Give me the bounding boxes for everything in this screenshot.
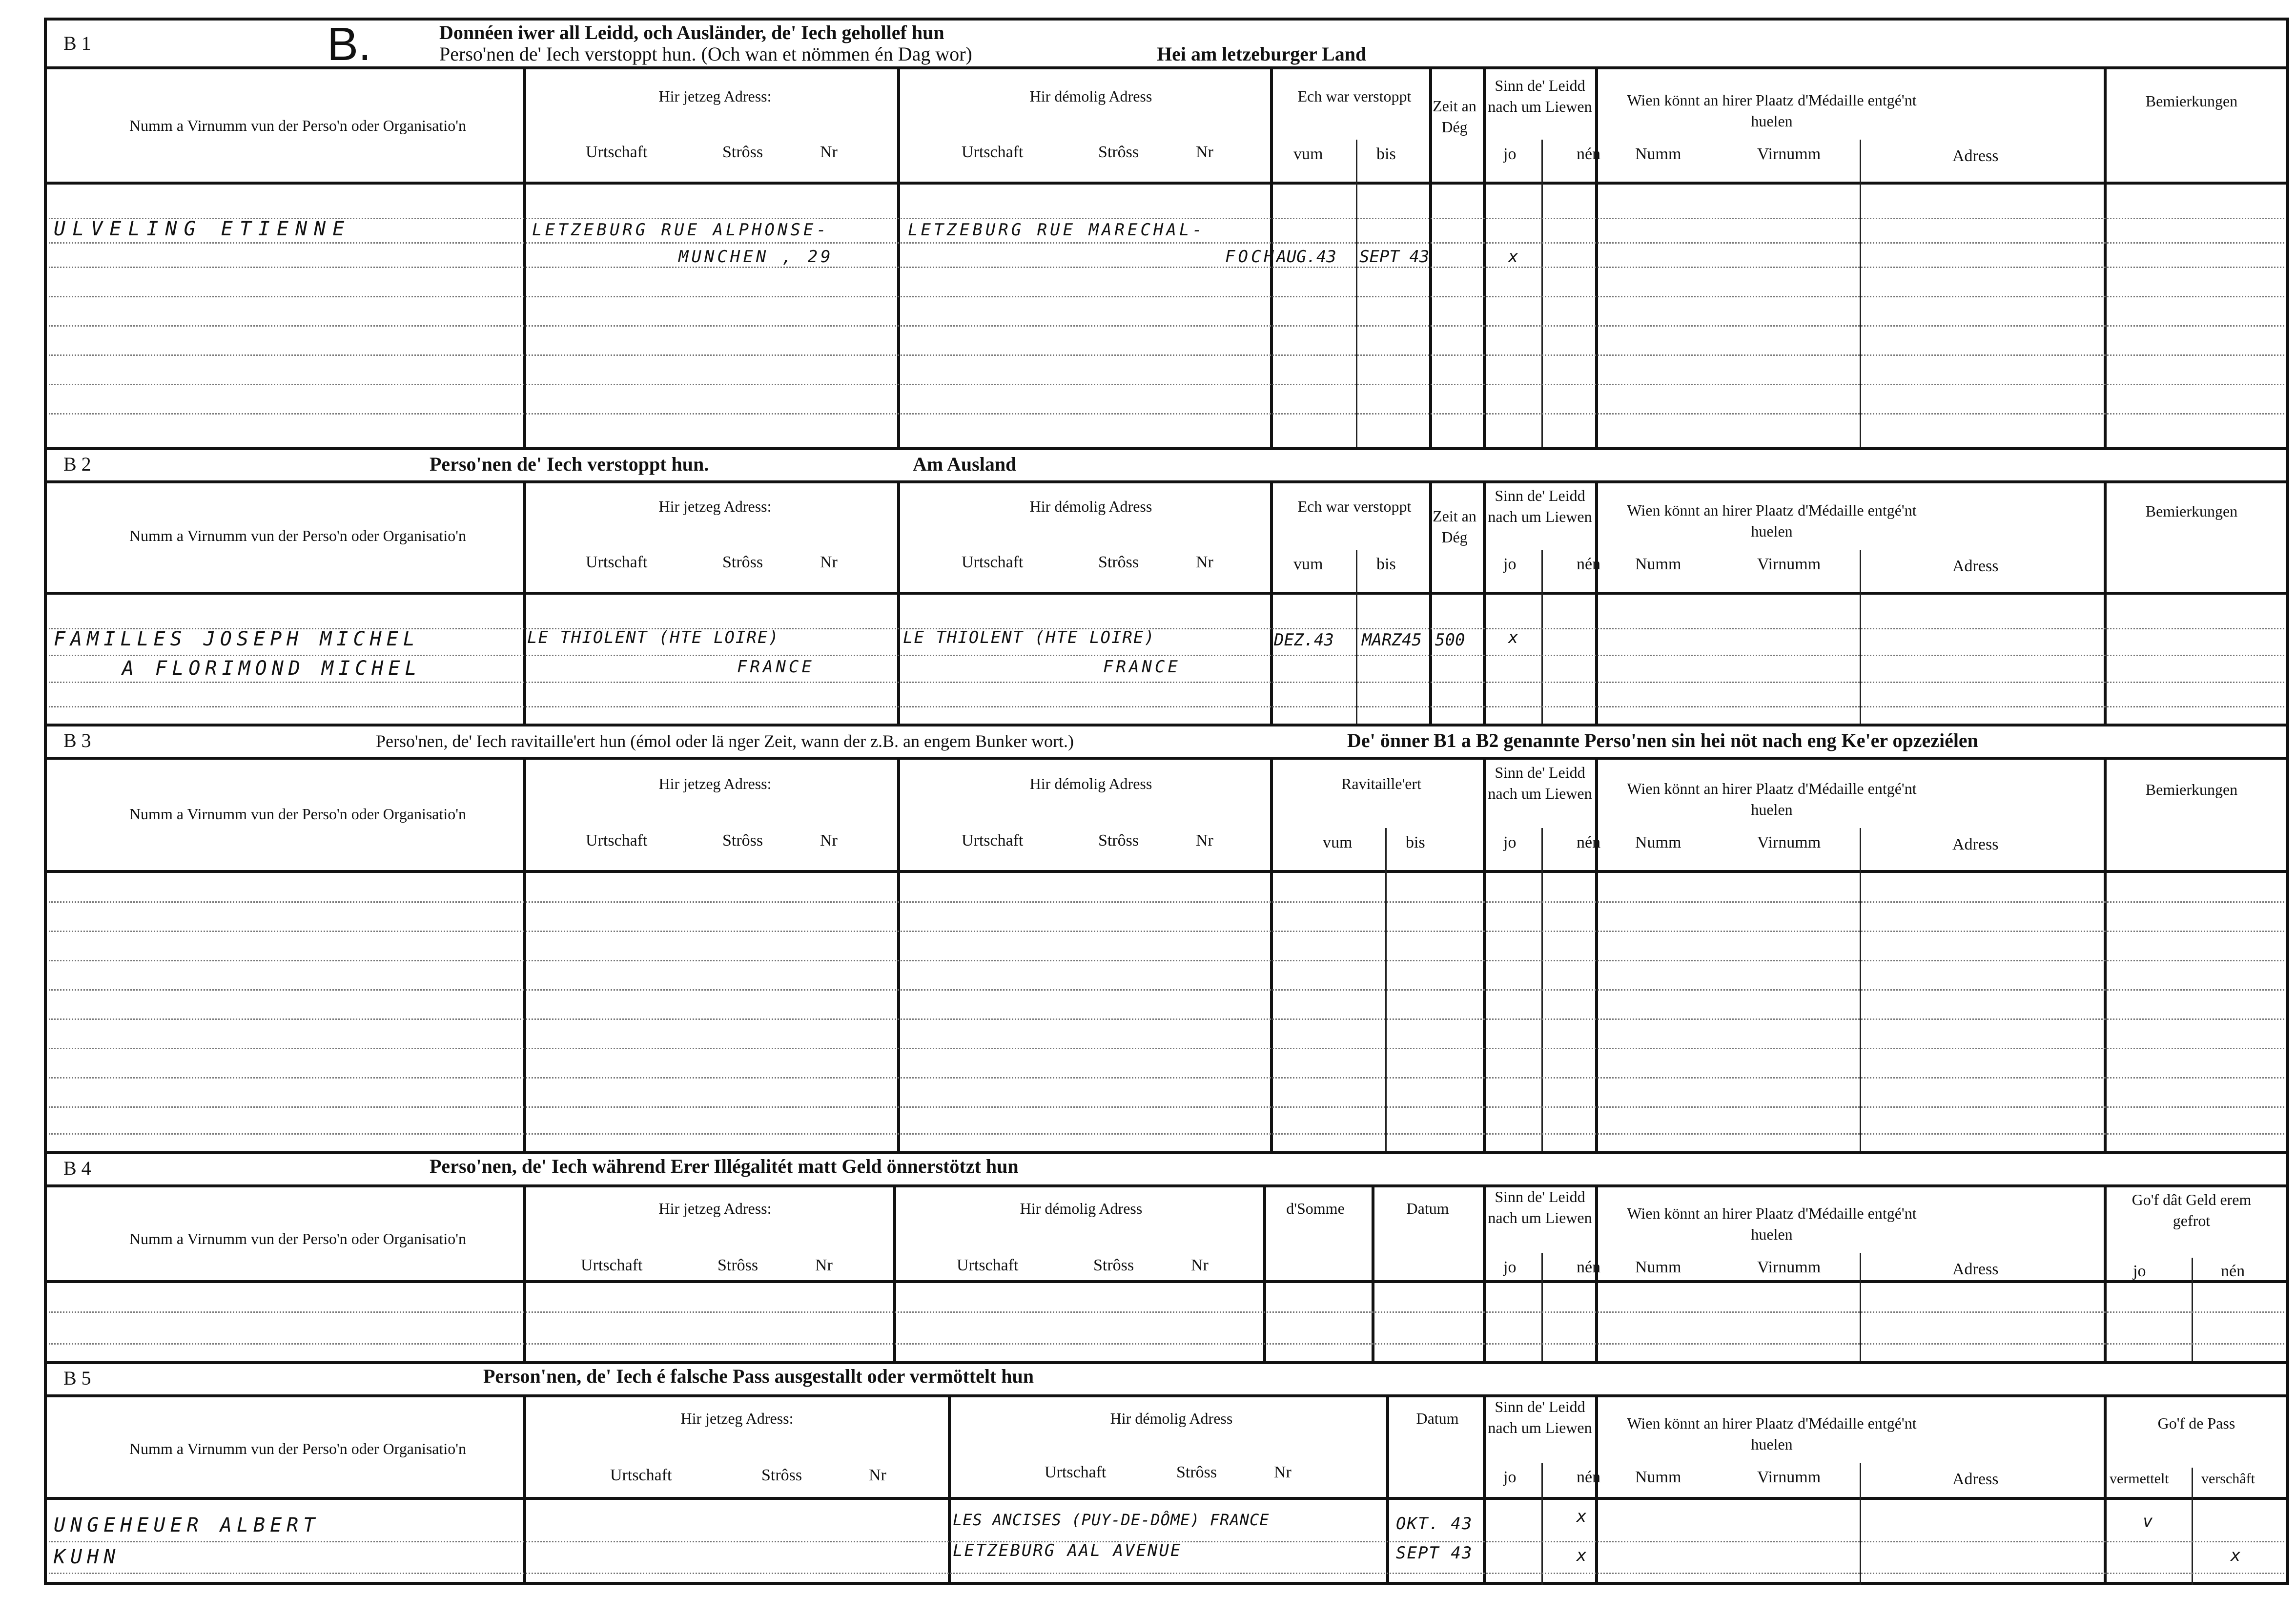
form-border <box>44 18 2289 1585</box>
datum-header: Datum <box>1416 1410 1459 1427</box>
col-line <box>523 66 526 448</box>
col-line <box>948 1394 951 1585</box>
old-stross: Strôss <box>1176 1463 1217 1481</box>
old-nr: Nr <box>1191 1256 1209 1274</box>
jo-label: jo <box>1503 1258 1517 1276</box>
col-line <box>2192 1468 2193 1585</box>
col-line <box>523 1394 526 1585</box>
b2-entry-name-line2: A FLORIMOND MICHEL <box>122 657 422 680</box>
col-line <box>2104 480 2107 725</box>
row-line <box>49 706 2284 707</box>
divider <box>44 1394 2289 1397</box>
medal-header: Wien könnt an hirer Plaatz d'Médaille entgé'nt huelen <box>1627 780 1917 819</box>
b1-entry-vum: AUG.43 <box>1276 247 1336 267</box>
bis-label: bis <box>1406 833 1425 851</box>
col-line <box>1429 480 1432 725</box>
cur-nr: Nr <box>820 831 838 850</box>
col-line <box>897 66 900 448</box>
divider <box>44 1280 2289 1283</box>
old-nr: Nr <box>1196 143 1213 161</box>
cur-addr-header: Hir jetzeg Adress: <box>658 498 772 515</box>
b1-entry-old-line2: FOCH <box>1225 247 1277 267</box>
b2-entry-vum: DEZ.43 <box>1274 630 1334 650</box>
b3-title: Perso'nen, de' Iech ravitaille'ert hun (émol oder lä nger Zeit, wann der z.B. an engem Bunker wort.) <box>376 731 1074 751</box>
remarks-header: Bemierkungen <box>2145 502 2238 520</box>
old-nr: Nr <box>1196 831 1213 850</box>
cur-nr: Nr <box>869 1466 886 1484</box>
divider <box>44 182 2289 185</box>
b5-entry-nen-2: x <box>1577 1546 1590 1565</box>
adress-label: Adress <box>1952 147 1999 165</box>
row-line <box>49 655 2284 656</box>
col-line <box>897 480 900 725</box>
col-line <box>893 1184 896 1362</box>
row-line <box>49 989 2284 991</box>
cur-stross: Strôss <box>761 1466 802 1484</box>
divider <box>44 757 2289 760</box>
cur-urtschaft: Urtschaft <box>581 1256 643 1274</box>
col-line <box>1483 480 1486 725</box>
row-line <box>49 931 2284 932</box>
col-line <box>1541 1253 1543 1362</box>
section-code-b1: B 1 <box>63 32 91 54</box>
virnumm-label: Virnumm <box>1757 1468 1821 1486</box>
col-line <box>1483 1184 1486 1362</box>
nen-label: nén <box>1577 833 1601 851</box>
nen-label: nén <box>1577 555 1601 573</box>
old-urtschaft: Urtschaft <box>962 143 1024 161</box>
row-line <box>49 901 2284 903</box>
bis-label: bis <box>1376 145 1396 163</box>
col-line <box>2104 757 2107 1152</box>
col-line <box>2192 1258 2193 1362</box>
jo-label: jo <box>2133 1262 2146 1280</box>
datum-header: Datum <box>1406 1200 1449 1217</box>
cur-stross: Strôss <box>722 553 763 571</box>
row-line <box>49 267 2284 268</box>
nen-label: nén <box>1577 1258 1601 1276</box>
vermettelt-label: vermettelt <box>2110 1471 2169 1487</box>
section-letter-b: B. <box>327 18 371 70</box>
b2-entry-bis: MARZ45 <box>1362 630 1422 650</box>
somme-header: d'Somme <box>1286 1200 1345 1217</box>
numm-label: Numm <box>1635 1468 1681 1486</box>
alive-header: Sinn de' Leidd nach um Liewen <box>1488 1398 1592 1437</box>
cur-urtschaft: Urtschaft <box>610 1466 672 1484</box>
b2-entry-cur-line2: FRANCE <box>737 657 815 677</box>
alive-header: Sinn de' Leidd nach um Liewen <box>1488 1188 1592 1227</box>
b2-entry-zeit: 500 <box>1435 630 1465 650</box>
b2-title-location: Am Ausland <box>913 453 1017 475</box>
divider <box>44 480 2289 483</box>
divider <box>44 724 2289 726</box>
col-line <box>1356 550 1357 725</box>
b5-entry-old-line1: LES ANCISES (PUY-DE-DÔME) FRANCE <box>953 1511 1270 1529</box>
nen-label: nén <box>1577 145 1601 163</box>
b2-entry-name-line1: FAMILLES JOSEPH MICHEL <box>54 628 420 650</box>
row-line <box>49 682 2284 683</box>
col-line <box>2104 66 2107 448</box>
jo-label: jo <box>1503 1468 1517 1486</box>
old-urtschaft: Urtschaft <box>962 831 1024 850</box>
col-line <box>897 757 900 1152</box>
row-line <box>49 242 2284 244</box>
b2-entry-old-line1: LE THIOLENT (HTE LOIRE) <box>903 628 1155 647</box>
row-line <box>49 960 2284 961</box>
col-line <box>1483 1394 1486 1585</box>
old-stross: Strôss <box>1093 1256 1134 1274</box>
old-urtschaft: Urtschaft <box>957 1256 1019 1274</box>
old-addr-header: Hir démolig Adress <box>1029 87 1152 105</box>
virnumm-label: Virnumm <box>1757 833 1821 851</box>
cur-nr: Nr <box>820 553 838 571</box>
cur-stross: Strôss <box>718 1256 758 1274</box>
vum-label: vum <box>1293 555 1323 573</box>
b4-title: Perso'nen, de' Iech während Erer Illégalitét matt Geld önnerstötzt hun <box>430 1155 1019 1177</box>
cur-urtschaft: Urtschaft <box>586 831 648 850</box>
alive-header: Sinn de' Leidd nach um Liewen <box>1488 764 1592 803</box>
name-col-header: Numm a Virnumm vun der Perso'n oder Organisatio'n <box>129 805 467 823</box>
divider <box>44 1497 2289 1500</box>
virnumm-label: Virnumm <box>1757 555 1821 573</box>
alive-header: Sinn de' Leidd nach um Liewen <box>1488 77 1592 116</box>
name-col-header: Numm a Virnumm vun der Perso'n oder Organisatio'n <box>129 1230 467 1247</box>
old-urtschaft: Urtschaft <box>1045 1463 1107 1481</box>
vum-label: vum <box>1323 833 1353 851</box>
col-line <box>1860 140 1861 448</box>
old-stross: Strôss <box>1098 143 1139 161</box>
col-line <box>1860 1253 1861 1362</box>
hidden-header: Ech war verstoppt <box>1297 87 1412 105</box>
name-col-header: Numm a Virnumm vun der Perso'n oder Organisatio'n <box>129 527 467 544</box>
remarks-header: Bemierkungen <box>2145 781 2238 798</box>
zeit-header: Zeit an Dég <box>1433 507 1476 546</box>
col-line <box>1595 480 1598 725</box>
col-line <box>1483 66 1486 448</box>
col-line <box>523 1184 526 1362</box>
name-col-header: Numm a Virnumm vun der Perso'n oder Organisatio'n <box>129 1440 467 1457</box>
col-line <box>1860 1463 1861 1585</box>
row-line <box>49 1343 2284 1345</box>
b1-entry-jo: x <box>1508 247 1521 267</box>
old-addr-header: Hir démolig Adress <box>1020 1200 1143 1217</box>
cur-addr-header: Hir jetzeg Adress: <box>680 1410 794 1427</box>
adress-label: Adress <box>1952 1260 1999 1278</box>
old-addr-header: Hir démolig Adress <box>1029 498 1152 515</box>
b5-title: Person'nen, de' Iech é falsche Pass ausgestallt oder vermöttelt hun <box>483 1365 1034 1387</box>
gof-pass-header: Go'f de Pass <box>2157 1414 2235 1432</box>
medal-header: Wien könnt an hirer Plaatz d'Médaille entgé'nt huelen <box>1627 1414 1917 1453</box>
cur-urtschaft: Urtschaft <box>586 143 648 161</box>
zeit-header: Zeit an Dég <box>1433 97 1476 136</box>
nen-label: nén <box>2221 1262 2245 1280</box>
hidden-header: Ech war verstoppt <box>1297 498 1412 515</box>
divider <box>44 870 2289 873</box>
cur-addr-header: Hir jetzeg Adress: <box>658 775 772 792</box>
row-line <box>49 218 2284 219</box>
row-line <box>49 1311 2284 1313</box>
numm-label: Numm <box>1635 555 1681 573</box>
b2-title: Perso'nen de' Iech verstoppt hun. <box>430 453 709 475</box>
jo-label: jo <box>1503 555 1517 573</box>
cur-urtschaft: Urtschaft <box>586 553 648 571</box>
section-code-b2: B 2 <box>63 453 91 475</box>
adress-label: Adress <box>1952 557 1999 575</box>
cur-stross: Strôss <box>722 143 763 161</box>
form-sheet <box>44 18 2289 1585</box>
b1-entry-cur-line2: MUNCHEN , 29 <box>678 247 834 267</box>
col-line <box>1356 140 1357 448</box>
ravit-header: Ravitaille'ert <box>1341 775 1421 792</box>
col-line <box>1541 1463 1543 1585</box>
row-line <box>49 1077 2284 1079</box>
verschaft-label: verschâft <box>2201 1471 2255 1487</box>
col-line <box>1270 480 1273 725</box>
old-stross: Strôss <box>1098 831 1139 850</box>
old-stross: Strôss <box>1098 553 1139 571</box>
b5-entry-name-line1: UNGEHEUER ALBERT <box>54 1514 320 1536</box>
old-addr-header: Hir démolig Adress <box>1110 1410 1233 1427</box>
numm-label: Numm <box>1635 1258 1681 1276</box>
b2-entry-old-line2: FRANCE <box>1103 657 1181 677</box>
divider <box>44 1151 2289 1154</box>
section-code-b3: B 3 <box>63 729 91 751</box>
medal-header: Wien könnt an hirer Plaatz d'Médaille entgé'nt huelen <box>1627 1204 1917 1244</box>
col-line <box>1541 550 1543 725</box>
numm-label: Numm <box>1635 833 1681 851</box>
bis-label: bis <box>1376 555 1396 573</box>
vum-label: vum <box>1293 145 1323 163</box>
row-line <box>49 384 2284 385</box>
b5-entry-name-line2: KUHN <box>54 1546 121 1568</box>
b5-entry-datum-2: SEPT 43 <box>1396 1543 1473 1563</box>
col-line <box>1595 66 1598 448</box>
alive-header: Sinn de' Leidd nach um Liewen <box>1488 487 1592 526</box>
divider <box>44 66 2289 69</box>
nen-label: nén <box>1577 1468 1601 1486</box>
old-nr: Nr <box>1196 553 1213 571</box>
col-line <box>1541 140 1543 448</box>
name-col-header: Numm a Virnumm vun der Perso'n oder Organisatio'n <box>129 117 467 134</box>
cur-addr-header: Hir jetzeg Adress: <box>658 1200 772 1217</box>
col-line <box>1372 1184 1374 1362</box>
jo-label: jo <box>1503 833 1517 851</box>
old-urtschaft: Urtschaft <box>962 553 1024 571</box>
col-line <box>523 757 526 1152</box>
section-code-b4: B 4 <box>63 1157 91 1179</box>
row-line <box>49 1573 2284 1574</box>
b5-entry-nen-1: x <box>1577 1507 1590 1526</box>
cur-nr: Nr <box>815 1256 833 1274</box>
b1-entry-name: ULVELING ETIENNE <box>54 218 351 240</box>
row-line <box>49 1106 2284 1108</box>
old-addr-header: Hir démolig Adress <box>1029 775 1152 792</box>
jo-label: jo <box>1503 145 1517 163</box>
virnumm-label: Virnumm <box>1757 145 1821 163</box>
row-line <box>49 325 2284 327</box>
divider <box>44 447 2289 450</box>
adress-label: Adress <box>1952 1470 1999 1488</box>
col-line <box>1483 757 1486 1152</box>
numm-label: Numm <box>1635 145 1681 163</box>
b1-entry-cur-line1: LETZEBURG RUE ALPHONSE- <box>532 220 829 240</box>
divider <box>44 592 2289 595</box>
row-line <box>49 1018 2284 1020</box>
col-line <box>1595 1184 1598 1362</box>
b5-entry-vermettelt-1: v <box>2143 1512 2156 1531</box>
col-line <box>523 480 526 725</box>
b1-title-line2: Perso'nen de' Iech verstoppt hun. (Och wan et nömmen én Dag wor) <box>439 43 972 65</box>
col-line <box>1386 1394 1389 1585</box>
col-line <box>1263 1184 1266 1362</box>
cur-nr: Nr <box>820 143 838 161</box>
b3-title-note: De' önner B1 a B2 genannte Perso'nen sin hei nöt nach eng Ke'er opzeziélen <box>1347 729 1978 751</box>
divider <box>44 1361 2289 1364</box>
row-line <box>49 354 2284 356</box>
cur-stross: Strôss <box>722 831 763 850</box>
b5-entry-verschaft-2: x <box>2231 1546 2244 1565</box>
medal-header: Wien könnt an hirer Plaatz d'Médaille entgé'nt huelen <box>1627 91 1917 130</box>
adress-label: Adress <box>1952 835 1999 853</box>
gof-money-header: Go'f dât Geld erem gefrot <box>2132 1191 2252 1230</box>
old-nr: Nr <box>1274 1463 1292 1481</box>
row-line <box>49 413 2284 415</box>
col-line <box>1860 550 1861 725</box>
col-line <box>1429 66 1432 448</box>
b2-entry-jo: x <box>1508 628 1521 647</box>
col-line <box>2104 1394 2107 1585</box>
divider <box>44 1184 2289 1187</box>
b1-title-line3: Hei am letzeburger Land <box>1157 43 1367 65</box>
b2-entry-cur-line1: LE THIOLENT (HTE LOIRE) <box>527 628 779 647</box>
remarks-header: Bemierkungen <box>2145 92 2238 110</box>
col-line <box>1270 757 1273 1152</box>
col-line <box>1595 1394 1598 1585</box>
col-line <box>1595 757 1598 1152</box>
row-line <box>49 1133 2284 1135</box>
b5-entry-datum-1: OKT. 43 <box>1396 1514 1473 1534</box>
row-line <box>49 296 2284 297</box>
col-line <box>2104 1184 2107 1362</box>
cur-addr-header: Hir jetzeg Adress: <box>658 87 772 105</box>
section-code-b5: B 5 <box>63 1367 91 1389</box>
b1-title-line1: Donnéen iwer all Leidd, och Ausländer, de' Iech gehollef hun <box>439 21 944 43</box>
b5-entry-old-line2: LETZEBURG AAL AVENUE <box>953 1541 1182 1560</box>
b1-entry-bis: SEPT 43 <box>1359 247 1430 267</box>
b1-entry-old-line1: LETZEBURG RUE MARECHAL- <box>908 220 1205 240</box>
virnumm-label: Virnumm <box>1757 1258 1821 1276</box>
row-line <box>49 1048 2284 1049</box>
medal-header: Wien könnt an hirer Plaatz d'Médaille entgé'nt huelen <box>1627 501 1917 540</box>
